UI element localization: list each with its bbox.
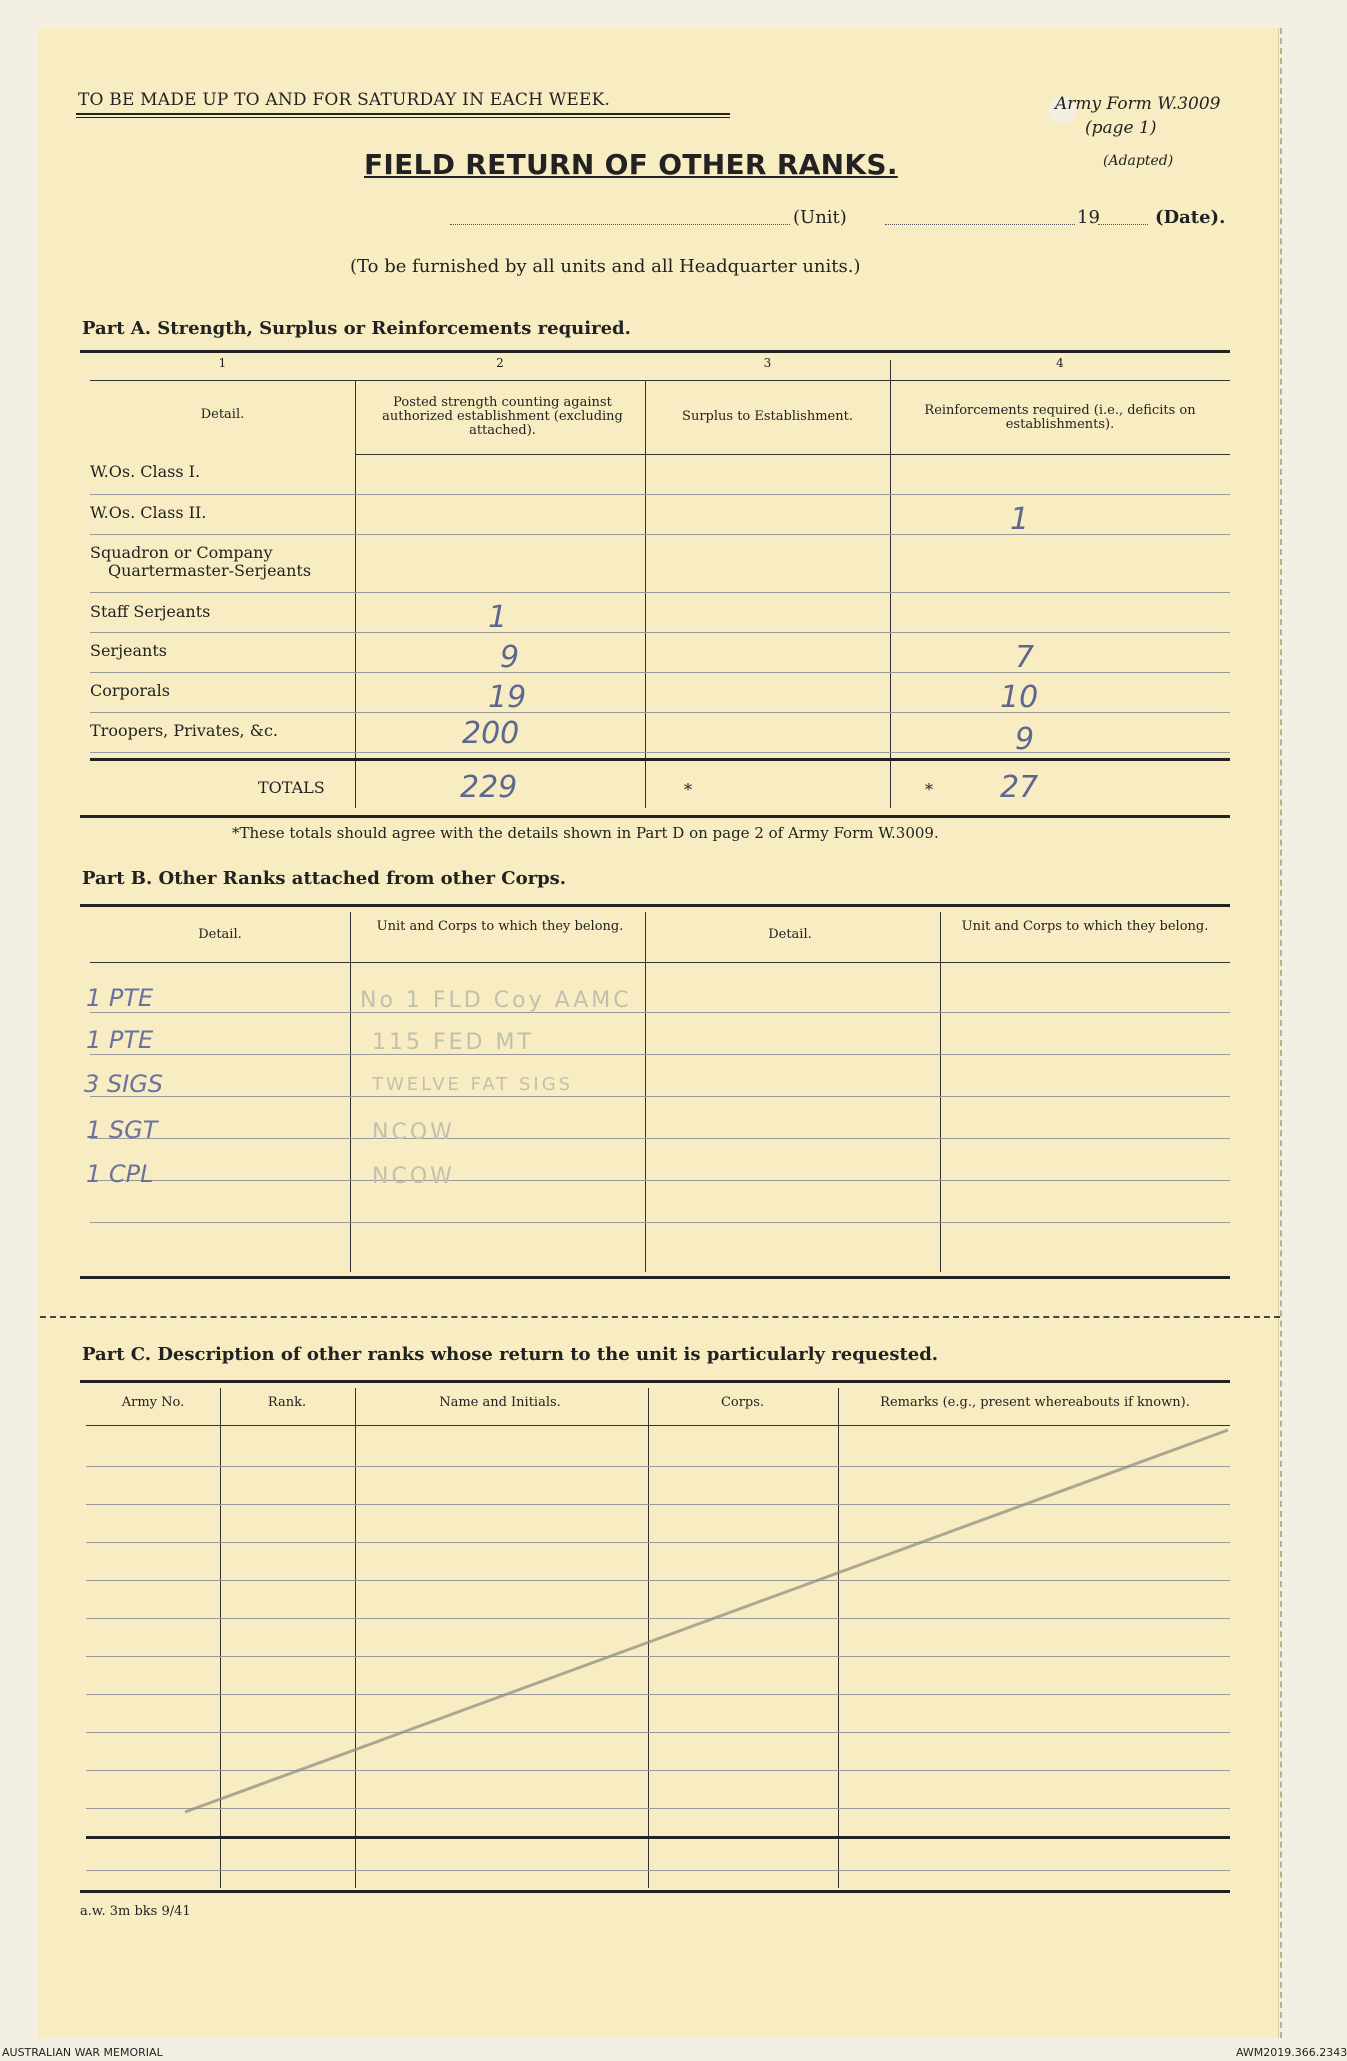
col-head-surplus: Surplus to Establishment. [682,409,853,424]
week-note: TO BE MADE UP TO AND FOR SATURDAY IN EACH WEEK. [78,90,611,110]
hw-posted-staff-sgt: 1 [488,600,508,635]
unit-label: (Unit) [793,207,847,228]
col-number-2: 2 [496,356,504,370]
totals-star-surplus: * [684,780,692,799]
hw-posted-privates: 200 [462,716,520,751]
hw-reinf-serjeants: 7 [1015,640,1035,675]
archive-credit-right: AWM2019.366.2343 [1236,2046,1347,2059]
c-col-head-rank: Rank. [267,1395,307,1410]
row-label-staff-sgt: Staff Serjeants [90,602,211,621]
b-col-head-detail-2: Detail. [768,927,812,942]
b-col-head-detail-1: Detail. [198,927,242,942]
faint-b-unit-4: NCOW [372,1120,455,1145]
row-label-corporals: Corporals [90,681,170,700]
adapted-label: (Adapted) [1103,153,1174,169]
hw-reinf-privates: 9 [1015,722,1035,757]
faint-b-unit-5: NCOW [372,1164,455,1189]
faint-b-unit-2: 115 FED MT [372,1030,534,1055]
faint-b-unit-3: TWELVE FAT SIGS [372,1074,574,1095]
page-number: (page 1) [1085,118,1157,138]
row-label-cqms-2: Quartermaster-Serjeants [108,561,312,580]
totals-note: *These totals should agree with the details shown in Part D on page 2 of Army Form W.3009. [232,824,939,842]
hw-totals-posted: 229 [460,770,518,805]
hw-reinf-corporals: 10 [1000,680,1039,715]
col-head-posted: Posted strength counting against authorized establishment (excluding attached). [382,395,623,438]
hw-reinf-wo2: 1 [1010,502,1030,537]
form-number: Army Form W.3009 [1055,94,1221,114]
hw-posted-corporals: 19 [488,680,527,715]
col-number-4: 4 [1056,356,1064,370]
part-c-heading: Part C. Description of other ranks whose return to the unit is particularly requested. [82,1344,939,1365]
part-a-heading: Part A. Strength, Surplus or Reinforcements required. [82,318,631,339]
b-col-head-unit-1: Unit and Corps to which they belong. [376,919,624,934]
row-label-wo2: W.Os. Class II. [90,503,207,522]
row-label-wo1: W.Os. Class I. [90,462,201,481]
totals-label: TOTALS [258,778,325,797]
print-code: a.w. 3m bks 9/41 [80,1904,191,1919]
furnished-note: (To be furnished by all units and all Headquarter units.) [350,256,861,277]
part-b-heading: Part B. Other Ranks attached from other Corps. [82,868,567,889]
hw-posted-serjeants: 9 [500,640,520,675]
b-col-head-unit-2: Unit and Corps to which they belong. [961,919,1209,934]
archive-credit-left: AUSTRALIAN WAR MEMORIAL [2,2046,163,2059]
col-head-reinforcements: Reinforcements required (i.e., deficits on establishments). [924,403,1196,432]
totals-star-reinf: * [925,780,933,799]
c-col-head-name: Name and Initials. [439,1395,561,1410]
col-number-1: 1 [218,356,227,370]
date-label: (Date). [1155,207,1226,228]
hw-b-detail-1: 1 PTE [86,984,154,1012]
c-col-head-corps: Corps. [720,1395,765,1410]
c-col-head-army-no: Army No. [121,1395,185,1410]
hw-b-detail-3: 3 SIGS [84,1070,164,1098]
year-label: 19 [1077,207,1100,228]
hw-totals-reinf: 27 [1000,770,1039,805]
row-label-cqms: Squadron or Company [90,543,273,562]
faint-b-unit-1: No 1 FLD Coy AAMC [360,988,632,1013]
c-col-head-remarks: Remarks (e.g., present whereabouts if known). [880,1395,1190,1410]
col-head-detail: Detail. [200,407,245,422]
hw-b-detail-5: 1 CPL [86,1160,154,1188]
row-label-privates: Troopers, Privates, &c. [90,721,279,740]
row-label-serjeants: Serjeants [90,641,167,660]
col-number-3: 3 [763,356,772,370]
hw-b-detail-2: 1 PTE [86,1026,154,1054]
archive-strip [0,2040,1336,2061]
form-title: FIELD RETURN OF OTHER RANKS. [364,148,898,181]
hw-b-detail-4: 1 SGT [86,1116,158,1144]
